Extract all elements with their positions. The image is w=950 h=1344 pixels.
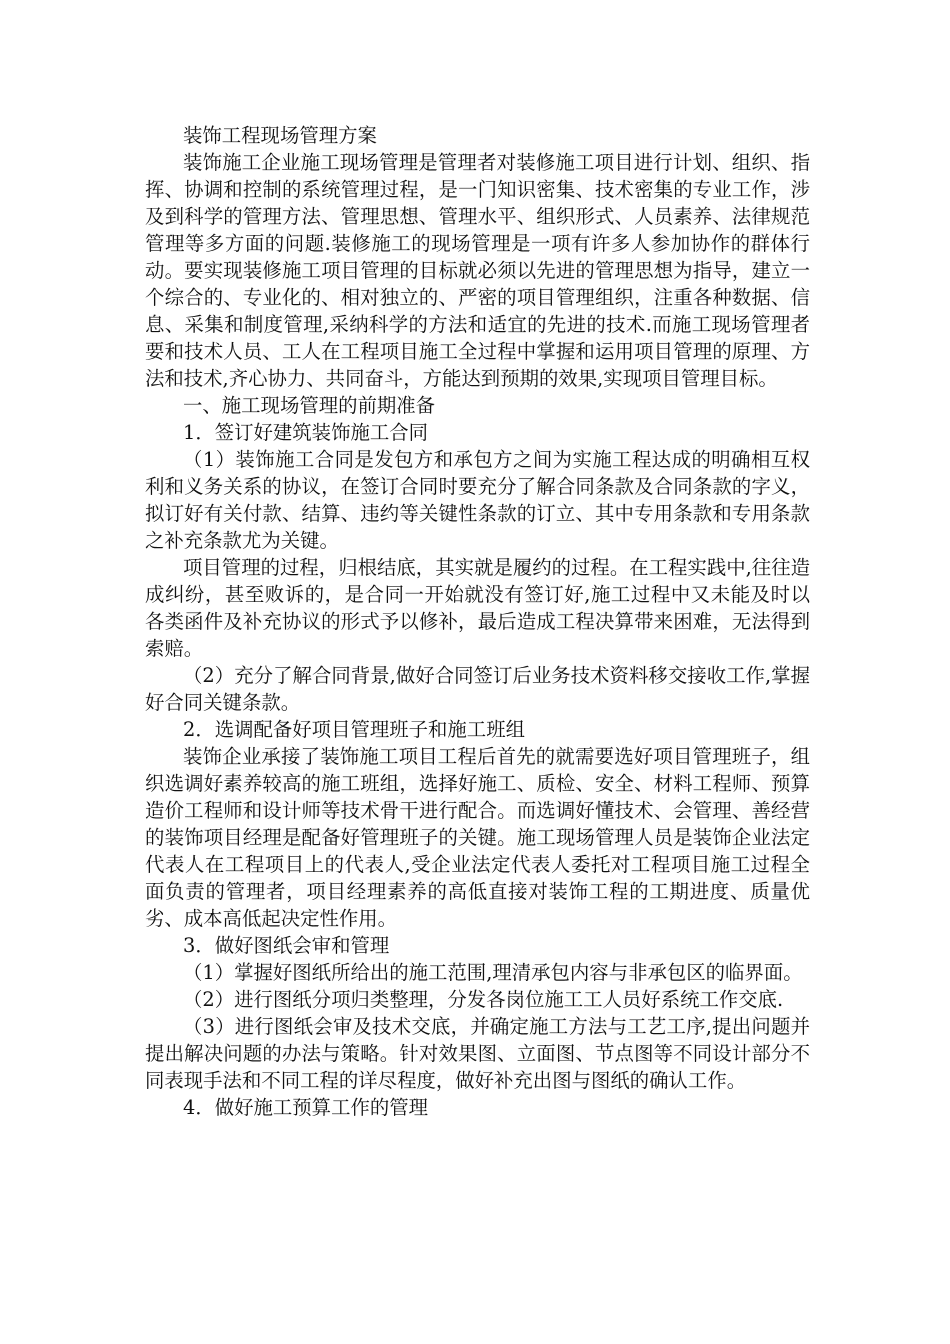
- paragraph: （1）装饰施工合同是发包方和承包方之间为实施工程达成的明确相互权利和义务关系的协议，在签订合同时要充分了解合同条款及合同条款的字义，拟订好有关付款、结算、违约等关键性条款的订立、其中专用条款和专用条款之补充条款尤为关键。: [145, 448, 810, 552]
- paragraph: （2）充分了解合同背景,做好合同签订后业务技术资料移交接收工作,掌握好合同关键条款。: [145, 664, 810, 714]
- section-heading-1: 一、施工现场管理的前期准备: [183, 394, 436, 417]
- paragraph: 项目管理的过程，归根结底，其实就是履约的过程。在工程实践中,往往造成纠纷，甚至败诉的，是合同一开始就没有签订好,施工过程中又未能及时以各类函件及补充协议的形式予以修补，最后造成工程决算带来困难，无法得到索赔。: [145, 556, 810, 660]
- subsection-heading-3: 3．做好图纸会审和管理: [183, 934, 390, 957]
- subsection-heading-2: 2．选调配备好项目管理班子和施工班组: [183, 718, 525, 741]
- paragraph: （2）进行图纸分项归类整理，分发各岗位施工工人员好系统工作交底.: [183, 988, 784, 1011]
- document-body: [145, 122, 810, 1121]
- paragraph-intro: 装饰施工企业施工现场管理是管理者对装修施工项目进行计划、组织、指挥、协调和控制的系统管理过程，是一门知识密集、技术密集的专业工作，涉及到科学的管理方法、管理思想、管理水平、组织形式、人员素养、法律规范管理等多方面的问题.装修施工的现场管理是一项有许多人参加协作的群体行动。要实现装修施工项目管理的目标就必须以先进的管理思想为指导，建立一个综合的、专业化的、相对独立的、严密的项目管理组织，注重各种数据、信息、采集和制度管理,采纳科学的方法和适宜的先进的技术.而施工现场管理者要和技术人员、工人在工程项目施工全过程中掌握和运用项目管理的原理、方法和技术,齐心协力、共同奋斗，方能达到预期的效果,实现项目管理目标。: [145, 151, 810, 390]
- paragraph: 装饰企业承接了装饰施工项目工程后首先的就需要选好项目管理班子，组织选调好素养较高的施工班组，选择好施工、质检、安全、材料工程师、预算造价工程师和设计师等技术骨干进行配合。而选调好懂技术、会管理、善经营的装饰项目经理是配备好管理班子的关键。施工现场管理人员是装饰企业法定代表人在工程项目上的代表人,受企业法定代表人委托对工程项目施工过程全面负责的管理者，项目经理素养的高低直接对装饰工程的工期进度、质量优劣、成本高低起决定性作用。: [145, 745, 810, 930]
- document-title: 装饰工程现场管理方案: [183, 124, 377, 147]
- paragraph: （3）进行图纸会审及技术交底，并确定施工方法与工艺工序,提出问题并提出解决问题的办法与策略。针对效果图、立面图、节点图等不同设计部分不同表现手法和不同工程的详尽程度，做好补充出图与图纸的确认工作。: [145, 1015, 810, 1092]
- paragraph: （1）掌握好图纸所给出的施工范围,理清承包内容与非承包区的临界面。: [183, 961, 803, 984]
- subsection-heading-4: 4．做好施工预算工作的管理: [183, 1096, 429, 1119]
- subsection-heading-1: 1．签订好建筑装饰施工合同: [183, 421, 429, 444]
